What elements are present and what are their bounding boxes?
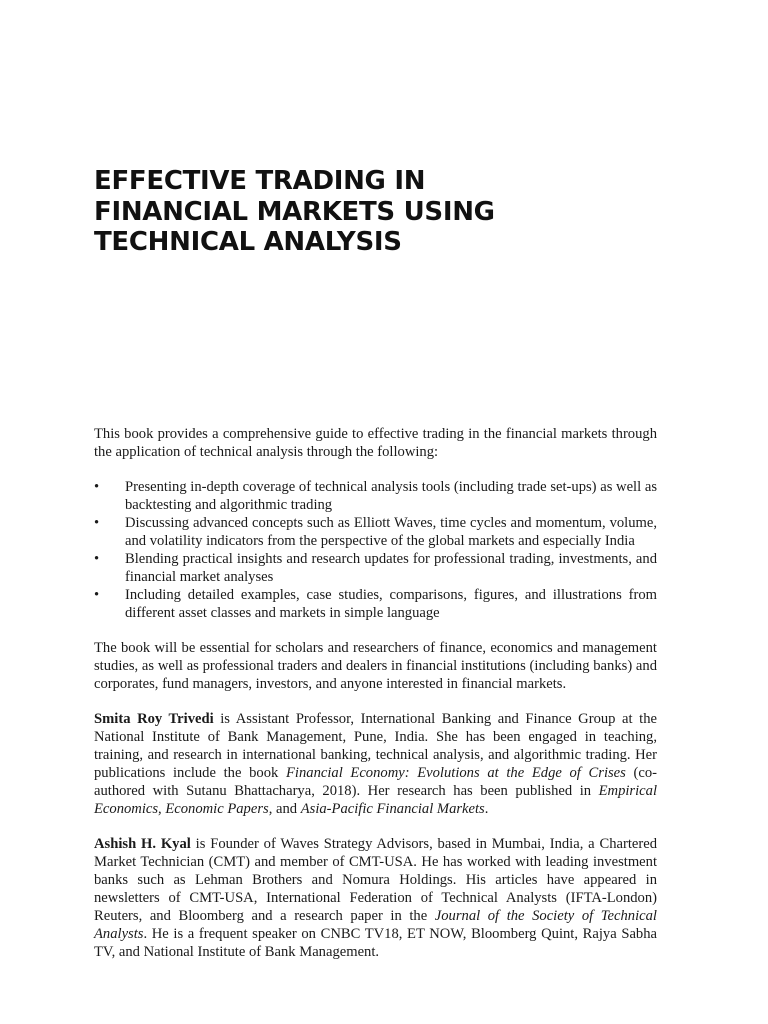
audience-paragraph: The book will be essential for scholars and researchers of finance, economics and management studies, as well as professional traders and dealers in financial institutions (including banks) and corporates, fund managers, investors, and anyone interested in financial markets. — [94, 640, 657, 692]
author-1-bio-text-a: is Assistant Professor, International Banking and Finance Group at the National Institute of Bank Management, Pune, India. She has been engaged in teaching, training, and research in international banking, technical analysis, and algorithmic trading. Her publications include the book — [94, 711, 657, 781]
bullet-icon: • — [94, 479, 100, 495]
feature-item — [94, 514, 657, 550]
feature-list — [94, 478, 657, 622]
intro-paragraph: This book provides a comprehensive guide to effective trading in the financial markets through the application of technical analysis through the following: — [94, 426, 657, 460]
feature-item — [94, 550, 657, 586]
book-title — [94, 166, 674, 258]
feature-text: Blending practical insights and research updates for professional trading, investments, and financial market analyses — [125, 551, 657, 585]
author-2-bio-text-a: is Founder of Waves Strategy Advisors, based in Mumbai, India, a Chartered Market Technician (CMT) and member of CMT-USA. He has worked with leading investment banks such as Lehman Brothers and Nomura Holdings. His articles have appeared in newsletters of CMT-USA, International Federation of Technical Analysts (IFTA-London) Reuters, and Bloomberg and a research paper in the — [94, 836, 657, 924]
feature-text: Presenting in-depth coverage of technical analysis tools (including trade set-ups) as well as backtesting and algorithmic trading — [125, 479, 657, 513]
title-line-3: TECHNICAL ANALYSIS — [94, 227, 402, 257]
title-line-2: FINANCIAL MARKETS USING — [94, 196, 495, 227]
separator-text: , and — [268, 801, 301, 817]
journal-title: Asia-Pacific Financial Markets — [300, 801, 485, 817]
feature-item — [94, 586, 657, 622]
title-line-1: EFFECTIVE TRADING IN — [94, 166, 426, 196]
author-1-bio-text-b: (co-authored with Sutanu Bhattacharya, 2018). Her research has been published in — [94, 765, 658, 799]
feature-text: Discussing advanced concepts such as Elliott Waves, time cycles and momentum, volume, and volatility indicators from the perspective of the global markets and especially India — [125, 515, 657, 549]
journal-title: Empirical Economics — [94, 783, 657, 817]
author-2-bio-text-b: . He is a frequent speaker on CNBC TV18, ET NOW, Bloomberg Quint, Rajya Sabha TV, and National Institute of Bank Management. — [94, 926, 657, 960]
author-name-2: Ashish H. Kyal — [94, 836, 191, 852]
journal-title: Journal of the Society of Technical Analysts — [94, 908, 657, 942]
author-bio-1 — [94, 710, 657, 818]
author-bio-2 — [94, 835, 657, 961]
separator-text: , — [158, 801, 166, 817]
bullet-icon: • — [94, 515, 100, 531]
feature-text: Including detailed examples, case studies, comparisons, figures, and illustrations from different asset classes and markets in simple language — [125, 587, 657, 621]
feature-item — [94, 478, 657, 514]
author-name-1: Smita Roy Trivedi — [94, 711, 214, 727]
author-1-book-title: Financial Economy: Evolutions at the Edge of Crises — [286, 765, 626, 781]
journal-title: Economic Papers — [165, 801, 269, 817]
book-description — [94, 425, 657, 961]
bullet-icon: • — [94, 551, 100, 567]
bullet-icon: • — [94, 587, 100, 603]
sentence-end: . — [484, 801, 489, 817]
